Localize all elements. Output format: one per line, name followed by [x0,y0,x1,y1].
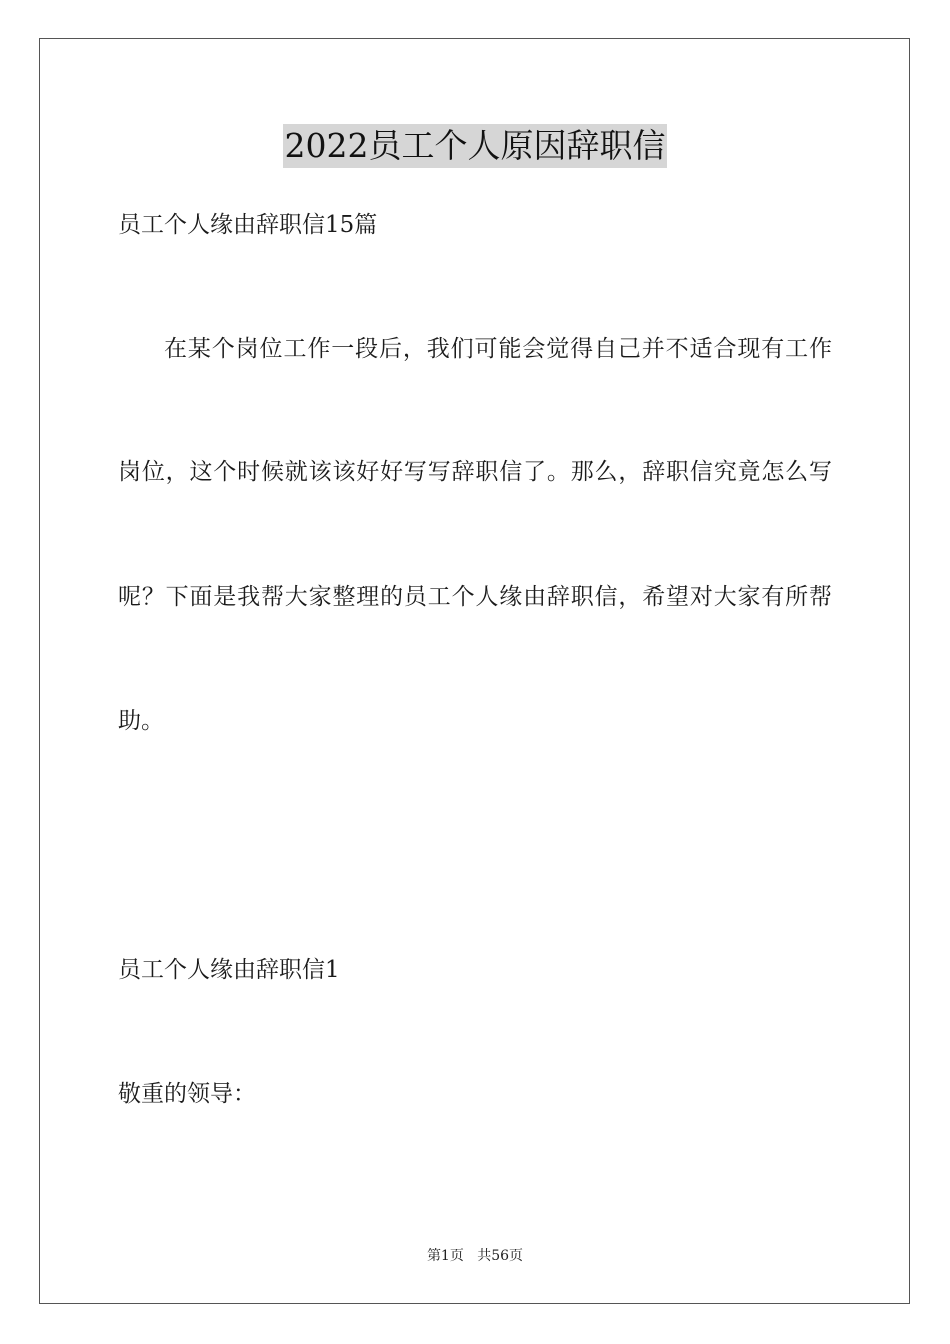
page-number: 第1页 [426,1248,464,1264]
section-heading: 员工个人缘由辞职信1 [118,957,340,983]
document-title: 2022员工个人原因辞职信 [283,124,668,168]
intro-line-2: 岗位，这个时候就该该好好写写辞职信了。那么，辞职信究竟怎么写 [118,459,832,485]
intro-line-3: 呢？下面是我帮大家整理的员工个人缘由辞职信，希望对大家有所帮 [118,584,832,610]
page-footer [0,1246,950,1266]
intro-line-4: 助。 [118,708,164,734]
salutation: 敬重的领导： [118,1081,256,1107]
intro-line-1: 在某个岗位工作一段后，我们可能会觉得自己并不适合现有工作 [164,336,832,362]
title-container [0,124,950,168]
total-pages: 共56页 [477,1248,524,1264]
document-subtitle: 员工个人缘由辞职信15篇 [118,212,378,238]
